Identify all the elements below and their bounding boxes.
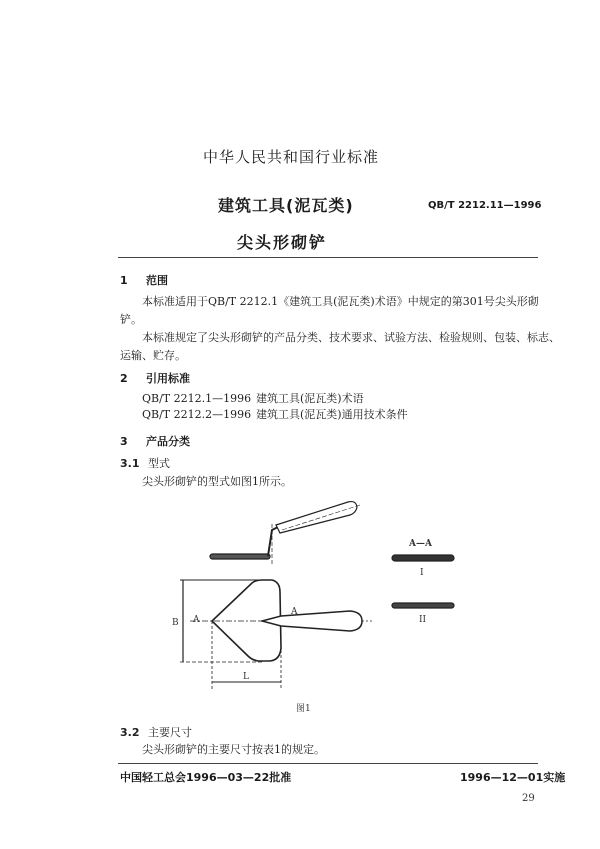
section-number: 1: [120, 274, 128, 287]
subsection-number: 3.2: [120, 726, 140, 739]
section-title: 产品分类: [146, 435, 190, 448]
effective-date: 1996—12—01实施: [460, 771, 566, 784]
paragraph-line: 铲。: [120, 313, 142, 326]
dimension-b-label: B: [172, 618, 179, 628]
standard-code: QB/T 2212.11—1996: [428, 200, 542, 211]
reference-title: 建筑工具(泥瓦类)通用技术条件: [256, 408, 408, 421]
subsection-title: 主要尺寸: [148, 726, 192, 739]
section-number: 3: [120, 435, 128, 448]
reference-title: 建筑工具(泥瓦类)术语: [256, 392, 364, 405]
standard-type-heading: 中华人民共和国行业标准: [203, 148, 380, 166]
variant-2-label: II: [419, 615, 427, 625]
variant-1-label: I: [420, 568, 424, 578]
section-title: 范围: [146, 274, 168, 287]
reference-code: QB/T 2212.1—1996: [142, 392, 252, 405]
subsection-3-2-text: 尖头形砌铲的主要尺寸按表1的规定。: [142, 743, 325, 756]
subsection-number: 3.1: [120, 457, 140, 470]
reference-code: QB/T 2212.2—1996: [142, 408, 252, 421]
footer-divider: [118, 763, 538, 764]
dimension-l-label: L: [243, 672, 249, 682]
approval-statement: 中国轻工总会1996—03—22批准: [120, 771, 292, 784]
subsection-3-1-text: 尖头形砌铲的型式如图1所示。: [142, 475, 292, 488]
subsection-title: 型式: [148, 457, 170, 470]
document-title: 建筑工具(泥瓦类): [218, 196, 354, 215]
paragraph-line: 运输、贮存。: [120, 349, 186, 362]
paragraph-line: 本标准适用于QB/T 2212.1《建筑工具(泥瓦类)术语》中规定的第301号尖头形砌: [142, 295, 539, 308]
page-number: 29: [522, 793, 535, 804]
paragraph-line: 本标准规定了尖头形砌铲的产品分类、技术要求、试验方法、检验规则、包装、标志、: [142, 331, 560, 344]
figure-caption: 图1: [296, 704, 311, 714]
section-a-a-label: A—A: [409, 539, 432, 549]
section-number: 2: [120, 372, 128, 385]
section-title: 引用标准: [146, 372, 190, 385]
document-subtitle: 尖头形砌铲: [237, 233, 328, 252]
label-a-left: A: [193, 615, 200, 625]
subsection-3-2-heading: [120, 724, 192, 740]
label-a-right: A: [291, 607, 298, 617]
